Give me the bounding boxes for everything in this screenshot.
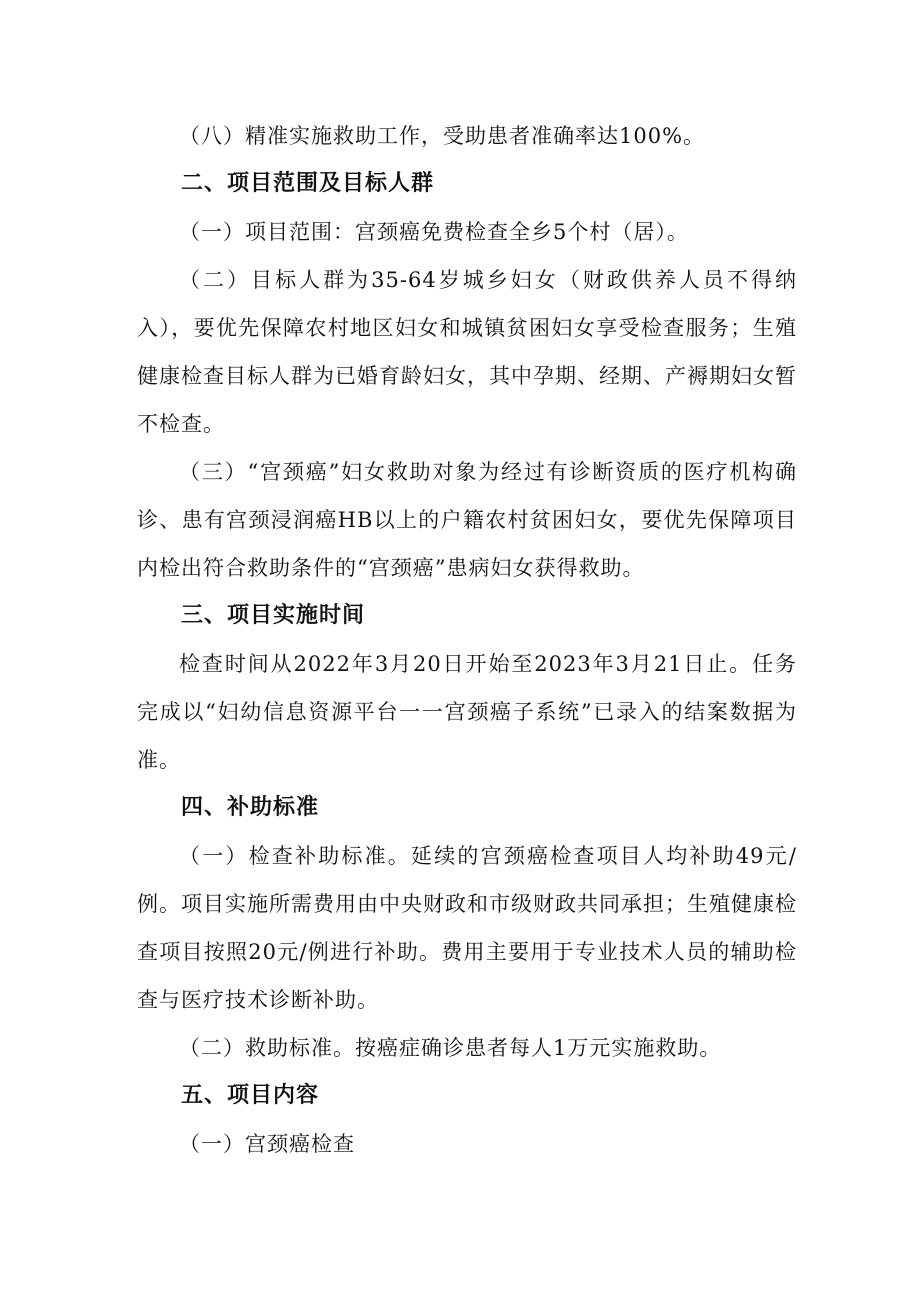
paragraph-aid-standard: （二）救助标准。按癌症确诊患者每人1万元实施救助。: [179, 1036, 722, 1060]
document-body: [137, 112, 797, 1168]
paragraph-exam-subsidy: （一）检查补助标准。延续的宫颈癌检查项目人均补助49元/例。项目实施所需费用由中央财政和市级财政共同承担；生殖健康检查项目按照20元/例进行补助。费用主要用于专业技术人员的辅助检查与医疗技术诊断补助。: [137, 844, 797, 1012]
section-heading-2: 二、项目范围及目标人群: [181, 171, 435, 196]
paragraph-target-population: （二）目标人群为35-64岁城乡妇女（财政供养人员不得纳入），要优先保障农村地区妇女和城镇贫困妇女享受检查服务；生殖健康检查目标人群为已婚育龄妇女，其中孕期、经期、产褥期妇女暂不检查。: [137, 268, 797, 436]
section-heading-3: 三、项目实施时间: [181, 603, 366, 628]
paragraph-project-scope: （一）项目范围：宫颈癌免费检查全乡5个村（居）。: [179, 220, 689, 244]
section-heading-5: 五、项目内容: [181, 1083, 320, 1108]
paragraph-aid-recipients: （三）“宫颈癌”妇女救助对象为经过有诊断资质的医疗机构确诊、患有宫颈浸润癌HB以上的户籍农村贫困妇女，要优先保障项目内检出符合救助条件的“宫颈癌”患病妇女获得救助。: [137, 460, 797, 580]
section-heading-4: 四、补助标准: [181, 795, 320, 820]
paragraph-item-8: （八）精准实施救助工作，受助患者准确率达100%。: [179, 124, 706, 148]
paragraph-implementation-time: 检查时间从2022年3月20日开始至2023年3月21日止。任务完成以“妇幼信息资源平台一一宫颈癌子系统”已录入的结案数据为准。: [137, 652, 797, 772]
paragraph-cervical-cancer-exam: （一）宫颈癌检查: [179, 1132, 355, 1156]
